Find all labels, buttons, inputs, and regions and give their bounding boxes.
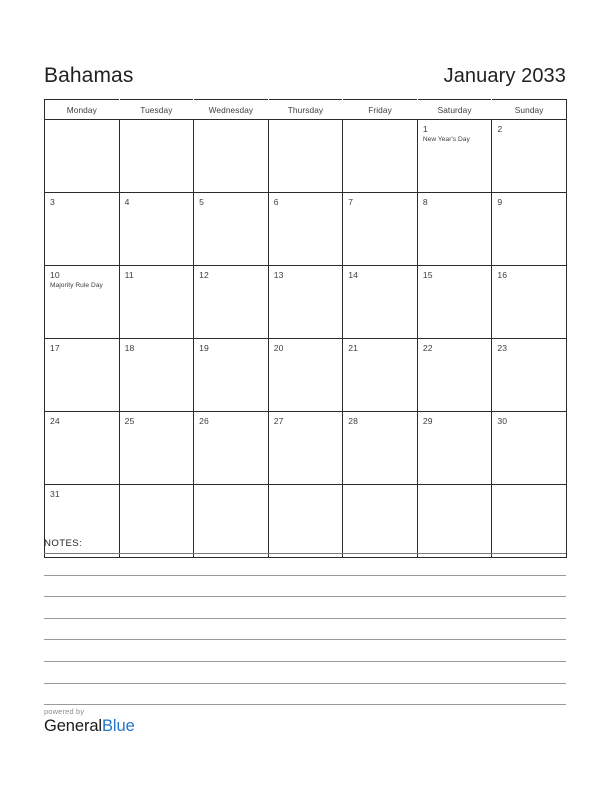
logo-text-blue: Blue [102, 717, 135, 735]
calendar-day-cell[interactable] [194, 412, 269, 485]
day-number: 15 [422, 270, 433, 280]
generalblue-logo[interactable] [44, 717, 135, 736]
logo-text-general: General [44, 717, 103, 735]
day-number: 19 [199, 343, 209, 353]
day-number: 30 [497, 416, 508, 426]
calendar-week-row [45, 339, 567, 412]
calendar-day-cell-empty [194, 120, 269, 193]
page-title: Bahamas [44, 64, 134, 87]
calendar-day-cell[interactable] [492, 339, 567, 412]
calendar-day-cell[interactable] [45, 339, 120, 412]
calendar-day-cell[interactable] [119, 266, 194, 339]
calendar-day-cell[interactable] [45, 193, 120, 266]
calendar-day-cell[interactable] [45, 266, 120, 339]
notes-write-line[interactable] [44, 576, 566, 598]
calendar-day-cell[interactable] [268, 193, 343, 266]
notes-label: NOTES: [44, 538, 83, 549]
calendar-day-cell[interactable] [194, 193, 269, 266]
calendar-day-cell[interactable] [343, 193, 418, 266]
day-number: 22 [422, 343, 433, 353]
calendar-day-cell[interactable] [268, 339, 343, 412]
calendar-day-cell[interactable] [417, 266, 492, 339]
day-number: 29 [422, 416, 433, 426]
calendar-day-cell[interactable] [343, 412, 418, 485]
day-number: 24 [50, 416, 60, 426]
footer-branding [44, 707, 135, 736]
notes-write-line[interactable] [44, 619, 566, 641]
day-number: 16 [497, 270, 508, 280]
weekday-header-thursday: Thursday [268, 100, 343, 120]
day-number: 9 [497, 197, 503, 207]
calendar-day-cell[interactable] [417, 193, 492, 266]
day-number: 17 [50, 343, 60, 353]
day-number: 4 [124, 197, 130, 207]
calendar-day-cell-empty [119, 120, 194, 193]
notes-write-line[interactable] [44, 597, 566, 619]
calendar-day-cell[interactable] [492, 266, 567, 339]
calendar-day-cell[interactable] [45, 412, 120, 485]
day-number: 25 [124, 416, 135, 426]
calendar-day-cell[interactable] [194, 339, 269, 412]
calendar-body [45, 120, 567, 558]
calendar-day-cell[interactable] [268, 266, 343, 339]
calendar-weekday-header [45, 100, 567, 120]
day-number: 10 [50, 270, 60, 280]
day-number: 18 [124, 343, 135, 353]
day-number: 26 [199, 416, 209, 426]
notes-section [44, 538, 566, 705]
day-number: 8 [422, 197, 428, 207]
powered-by-label: powered by [44, 707, 85, 716]
page-header [44, 44, 566, 86]
calendar-day-cell[interactable] [417, 120, 492, 193]
calendar-week-row [45, 412, 567, 485]
calendar-day-cell-empty [343, 120, 418, 193]
calendar-week-row [45, 120, 567, 193]
calendar-day-cell-empty [268, 120, 343, 193]
calendar-day-cell[interactable] [343, 266, 418, 339]
calendar-day-cell[interactable] [194, 266, 269, 339]
day-number: 23 [497, 343, 508, 353]
day-number: 11 [124, 270, 134, 280]
day-number: 5 [199, 197, 205, 207]
notes-write-line[interactable] [44, 554, 566, 576]
day-number: 27 [273, 416, 284, 426]
day-number: 2 [497, 124, 503, 134]
calendar-day-cell[interactable] [119, 193, 194, 266]
day-number: 7 [348, 197, 354, 207]
weekday-header-monday: Monday [45, 100, 120, 120]
day-number: 20 [273, 343, 284, 353]
calendar-day-cell[interactable] [417, 339, 492, 412]
weekday-header-row [45, 100, 567, 120]
holiday-label: Majority Rule Day [50, 282, 103, 289]
weekday-header-wednesday: Wednesday [194, 100, 269, 120]
holiday-label: New Year's Day [422, 136, 470, 143]
weekday-header-friday: Friday [343, 100, 418, 120]
notes-write-line[interactable] [44, 684, 566, 706]
day-number: 13 [273, 270, 284, 280]
calendar-week-row [45, 193, 567, 266]
calendar-day-cell-empty [45, 120, 120, 193]
calendar-week-row [45, 266, 567, 339]
day-number: 12 [199, 270, 209, 280]
day-number: 31 [50, 489, 60, 499]
notes-lines [44, 553, 566, 705]
calendar-day-cell[interactable] [119, 412, 194, 485]
calendar-day-cell[interactable] [492, 193, 567, 266]
calendar-day-cell[interactable] [343, 339, 418, 412]
calendar-day-cell[interactable] [417, 412, 492, 485]
weekday-header-tuesday: Tuesday [119, 100, 194, 120]
day-number: 21 [348, 343, 359, 353]
month-year-title: January 2033 [443, 65, 566, 87]
weekday-header-saturday: Saturday [417, 100, 492, 120]
notes-write-line[interactable] [44, 640, 566, 662]
day-number: 14 [348, 270, 359, 280]
notes-write-line[interactable] [44, 662, 566, 684]
calendar-day-cell[interactable] [268, 412, 343, 485]
weekday-header-sunday: Sunday [492, 100, 567, 120]
day-number: 28 [348, 416, 359, 426]
calendar-day-cell[interactable] [492, 412, 567, 485]
calendar-grid [44, 99, 567, 558]
calendar-day-cell[interactable] [492, 120, 567, 193]
day-number: 3 [50, 197, 55, 207]
calendar-day-cell[interactable] [119, 339, 194, 412]
day-number: 1 [422, 124, 428, 134]
day-number: 6 [273, 197, 279, 207]
